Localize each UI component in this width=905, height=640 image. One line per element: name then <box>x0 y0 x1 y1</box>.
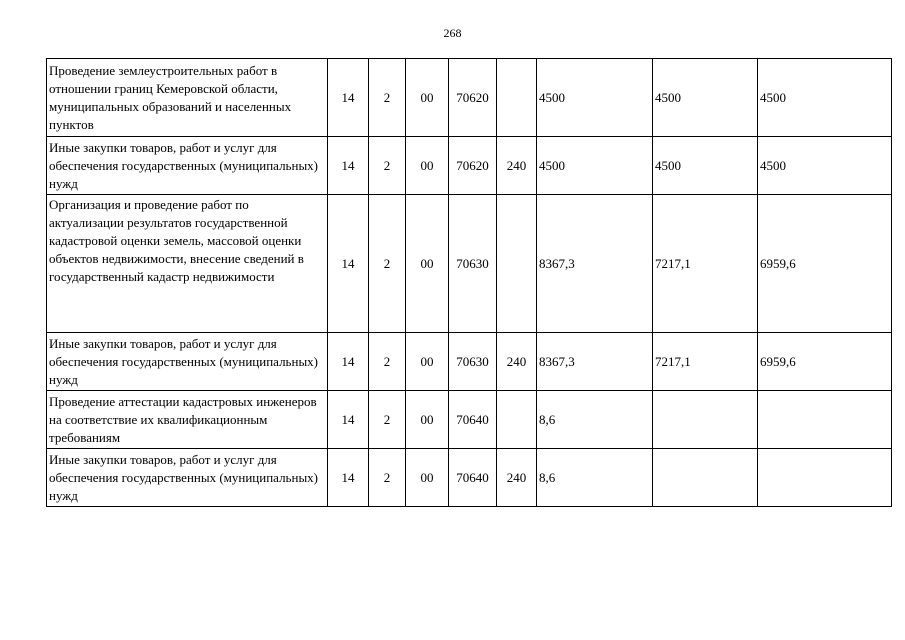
table-row <box>47 195 892 333</box>
row-subsection: 2 <box>369 195 406 333</box>
row-amount-3: 6959,6 <box>758 333 892 391</box>
page-number: 268 <box>443 26 462 40</box>
row-expense-type: 240 <box>497 333 537 391</box>
row-expense-type <box>497 59 537 137</box>
row-article: 70640 <box>449 449 497 507</box>
row-expense-type <box>497 195 537 333</box>
row-amount-1: 8367,3 <box>537 333 653 391</box>
row-amount-3: 4500 <box>758 59 892 137</box>
row-amount-2: 7217,1 <box>653 195 758 333</box>
row-program: 00 <box>406 333 449 391</box>
row-program: 00 <box>406 195 449 333</box>
row-section: 14 <box>328 449 369 507</box>
budget-table <box>46 58 892 507</box>
row-amount-2: 7217,1 <box>653 333 758 391</box>
row-article: 70620 <box>449 59 497 137</box>
row-subsection: 2 <box>369 449 406 507</box>
row-article: 70640 <box>449 391 497 449</box>
row-amount-1: 8367,3 <box>537 195 653 333</box>
row-subsection: 2 <box>369 333 406 391</box>
row-program: 00 <box>406 391 449 449</box>
row-name: Иные закупки товаров, работ и услуг для обеспечения государственных (муниципальных) нужд <box>47 449 328 507</box>
row-amount-3: 6959,6 <box>758 195 892 333</box>
row-section: 14 <box>328 333 369 391</box>
row-amount-3 <box>758 391 892 449</box>
row-name: Иные закупки товаров, работ и услуг для обеспечения государственных (муниципальных) нужд <box>47 333 328 391</box>
row-article: 70620 <box>449 137 497 195</box>
row-name: Проведение аттестации кадастровых инженеров на соответствие их квалификационным требованиям <box>47 391 328 449</box>
row-amount-2: 4500 <box>653 137 758 195</box>
row-amount-1: 8,6 <box>537 391 653 449</box>
row-name: Иные закупки товаров, работ и услуг для обеспечения государственных (муниципальных) нужд <box>47 137 328 195</box>
row-expense-type: 240 <box>497 137 537 195</box>
row-amount-1: 8,6 <box>537 449 653 507</box>
row-subsection: 2 <box>369 137 406 195</box>
row-program: 00 <box>406 59 449 137</box>
row-section: 14 <box>328 137 369 195</box>
row-amount-2 <box>653 449 758 507</box>
row-amount-1: 4500 <box>537 59 653 137</box>
row-expense-type: 240 <box>497 449 537 507</box>
row-article: 70630 <box>449 195 497 333</box>
row-name: Проведение землеустроительных работ в отношении границ Кемеровской области, муниципальных образований и населенных пунктов <box>47 59 328 137</box>
row-amount-3: 4500 <box>758 137 892 195</box>
row-expense-type <box>497 391 537 449</box>
row-amount-2 <box>653 391 758 449</box>
row-name: Организация и проведение работ по актуализации результатов государственной кадастровой оценки земель, массовой оценки объектов недвижимости, внесение сведений в государственный кадастр недвижимости <box>47 195 328 333</box>
table-row <box>47 333 892 391</box>
table-row <box>47 391 892 449</box>
row-subsection: 2 <box>369 59 406 137</box>
row-section: 14 <box>328 195 369 333</box>
row-program: 00 <box>406 449 449 507</box>
table-row <box>47 59 892 137</box>
row-article: 70630 <box>449 333 497 391</box>
row-amount-1: 4500 <box>537 137 653 195</box>
row-subsection: 2 <box>369 391 406 449</box>
row-amount-2: 4500 <box>653 59 758 137</box>
table-row <box>47 449 892 507</box>
row-amount-3 <box>758 449 892 507</box>
row-section: 14 <box>328 391 369 449</box>
row-section: 14 <box>328 59 369 137</box>
table-row <box>47 137 892 195</box>
row-program: 00 <box>406 137 449 195</box>
